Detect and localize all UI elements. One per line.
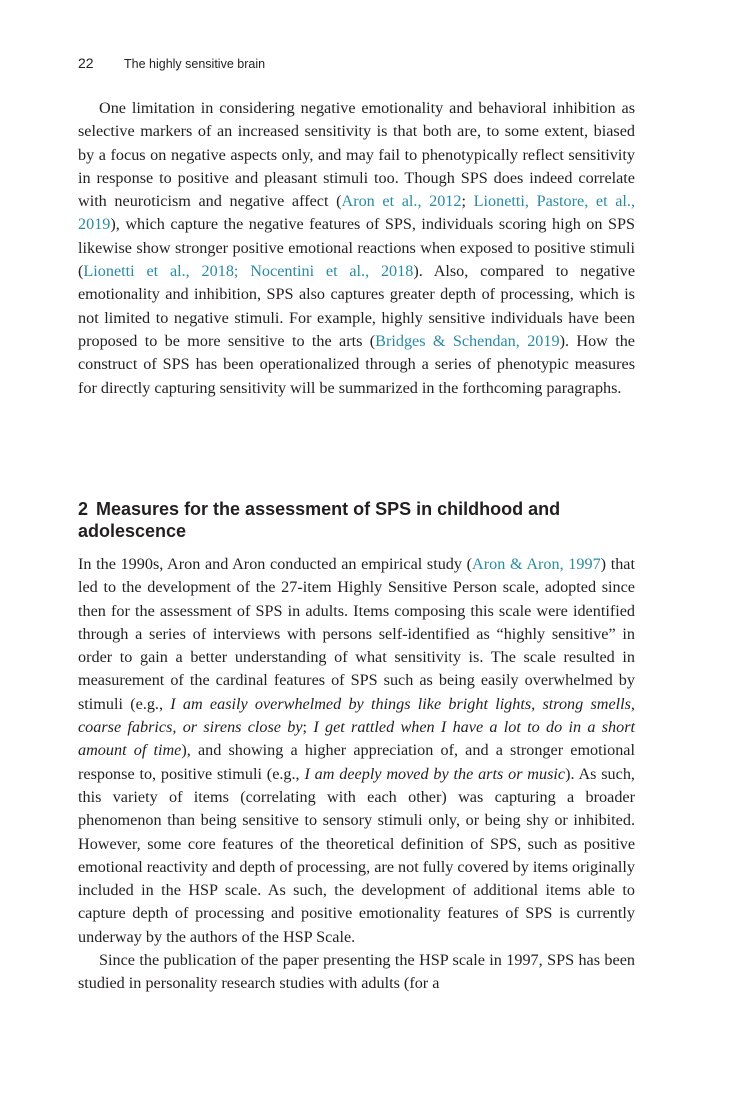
text-run: ; xyxy=(461,192,474,211)
section-title: Measures for the assessment of SPS in childhood and adolescence xyxy=(78,499,561,541)
citation-link[interactable]: Lionetti et al., 2018 xyxy=(83,262,234,281)
citation-link[interactable]: Lionetti, Pastore, et al., 2019 xyxy=(78,192,635,234)
text-run: ). As such, this variety of items (correlating with each other) was capturing a broader phenomenon than being sensitive to sensory stimuli only, or being shy or inhibited. However, some core features of the theoretical definition of SPS, such as positive emotional reactivity and depth of processing, are not fully covered by items originally included in the HSP scale. As such, the development of additional items able to capture depth of processing and positive emotionality features of SPS is currently underway by the authors of the HSP Scale. xyxy=(78,764,635,946)
citation-link[interactable]: Nocentini et al., 2018 xyxy=(250,262,414,281)
page-number: 22 xyxy=(78,55,94,71)
citation-link[interactable]: Aron et al., 2012 xyxy=(341,192,462,211)
text-run: Since the publication of the paper presenting the HSP scale in 1997, SPS has been studied in personality research studies with adults (for a xyxy=(78,951,635,993)
example-item: I am easily overwhelmed by things like bright lights, strong smells, coarse fabrics, or sirens close by xyxy=(78,694,635,737)
section-heading xyxy=(78,498,635,542)
paragraph-since-publication xyxy=(78,949,635,996)
example-item: I am deeply moved by the arts or music xyxy=(304,764,566,783)
paragraph-hsp-scale xyxy=(78,553,635,949)
text-run: ), and showing a higher appreciation of, and a stronger emotional response to, positive stimuli (e.g., xyxy=(78,741,635,783)
text-run: ). Also, compared to negative emotionality and inhibition, SPS also captures greater depth of processing, which is not limited to negative stimuli. For example, highly sensitive individuals have been proposed to be more sensitive to the arts ( xyxy=(78,262,635,350)
example-item: I get rattled when I have a lot to do in a short amount of time xyxy=(78,718,635,760)
paragraph-limitations xyxy=(78,97,635,400)
section-number: 2 xyxy=(78,499,89,519)
text-run: ). How the construct of SPS has been operationalized through a series of phenotypic measures for directly capturing sensitivity will be summarized in the forthcoming paragraphs. xyxy=(78,331,635,397)
running-head xyxy=(78,55,265,75)
text-run: ; xyxy=(302,718,314,737)
section-body xyxy=(78,553,635,996)
citation-separator: ; xyxy=(233,262,251,281)
text-run: ) that led to the development of the 27-item Highly Sensitive Person scale, adopted since then for the assessment of SPS in adults. Items composing this scale were identified through a series of interviews with persons self-identified as “highly sensitive” in order to gain a better understanding of what sensitivity is. The scale resulted in measurement of the cardinal features of SPS such as being easily overwhelmed by stimuli (e.g., xyxy=(78,555,635,713)
text-run: In the 1990s, Aron and Aron conducted an empirical study ( xyxy=(78,555,473,573)
running-title: The highly sensitive brain xyxy=(124,57,266,71)
text-run: ), which capture the negative features of SPS, individuals scoring high on SPS likewise show stronger positive emotional reactions when exposed to positive stimuli ( xyxy=(78,215,635,281)
citation-link[interactable]: Bridges & Schendan, 2019 xyxy=(375,331,560,350)
citation-link[interactable]: Aron & Aron, 1997 xyxy=(472,555,601,573)
text-run: One limitation in considering negative emotionality and behavioral inhibition as selective markers of an increased sensitivity is that both are, to some extent, biased by a focus on negative aspects only, and may fail to phenotypically reflect sensitivity in response to positive and pleasant stimuli too. Though SPS does indeed correlate with neuroticism and negative affect ( xyxy=(78,99,635,211)
